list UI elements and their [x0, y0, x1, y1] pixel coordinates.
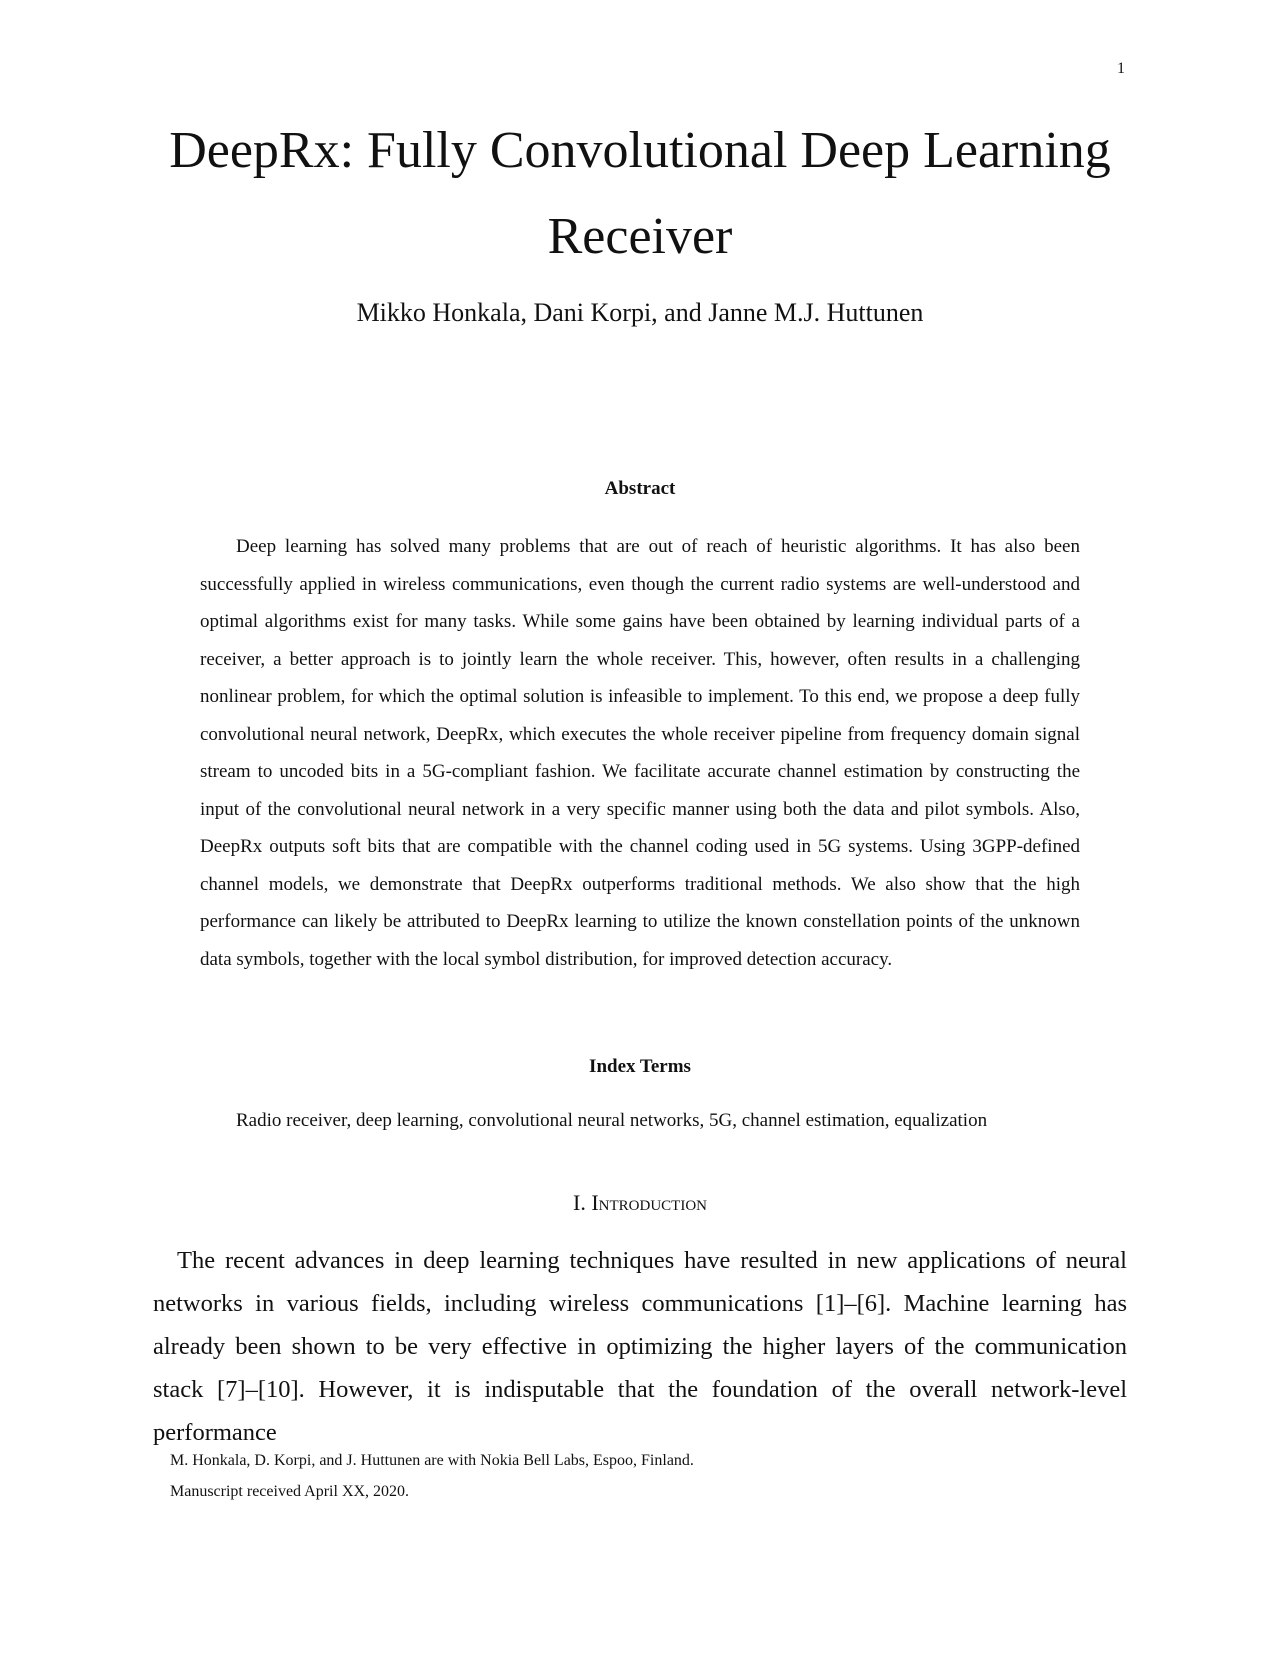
footnotes [170, 1445, 1110, 1507]
section-title: Introduction [591, 1190, 707, 1215]
section-heading-introduction [150, 1190, 1130, 1216]
footnote-affiliation: M. Honkala, D. Korpi, and J. Huttunen are with Nokia Bell Labs, Espoo, Finland. [170, 1452, 694, 1469]
introduction-paragraph: The recent advances in deep learning techniques have resulted in new applications of neural networks in various fields, including wireless communications [1]–[6]. Machine learning has already been shown to be very effective in optimizing the higher layers of the communication stack [7]–[10]. However, it is indisputable that the foundation of the overall network-level performance [153, 1247, 1127, 1446]
page-number: 1 [1117, 60, 1125, 77]
index-terms-text: Radio receiver, deep learning, convolutional neural networks, 5G, channel estimation, equalization [236, 1110, 988, 1131]
abstract-heading: Abstract [604, 478, 676, 499]
index-terms-heading: Index Terms [589, 1056, 691, 1077]
abstract-text: Deep learning has solved many problems that are out of reach of heuristic algorithms. It has also been successfully applied in wireless communications, even though the current radio systems are well-understood and optimal algorithms exist for many tasks. While some gains have been obtained by learning individual parts of a receiver, a better approach is to jointly learn the whole receiver. This, however, often results in a challenging nonlinear problem, for which the optimal solution is infeasible to implement. To this end, we propose a deep fully convolutional neural network, DeepRx, which executes the whole receiver pipeline from frequency domain signal stream to uncoded bits in a 5G-compliant fashion. We facilitate accurate channel estimation by constructing the input of the convolutional neural network in a very specific manner using both the data and pilot symbols. Also, DeepRx outputs soft bits that are compatible with the channel coding used in 5G systems. Using 3GPP-defined channel models, we demonstrate that DeepRx outperforms traditional methods. We also show that the high performance can likely be attributed to DeepRx learning to utilize the known constellation points of the unknown data symbols, together with the local symbol distribution, for improved detection accuracy. [200, 536, 1080, 970]
author-list: Mikko Honkala, Dani Korpi, and Janne M.J. Huttunen [356, 298, 924, 327]
paper-title: DeepRx: Fully Convolutional Deep Learning Receiver [169, 122, 1111, 265]
section-numeral: I. [573, 1190, 586, 1215]
footnote-received: Manuscript received April XX, 2020. [170, 1483, 410, 1500]
